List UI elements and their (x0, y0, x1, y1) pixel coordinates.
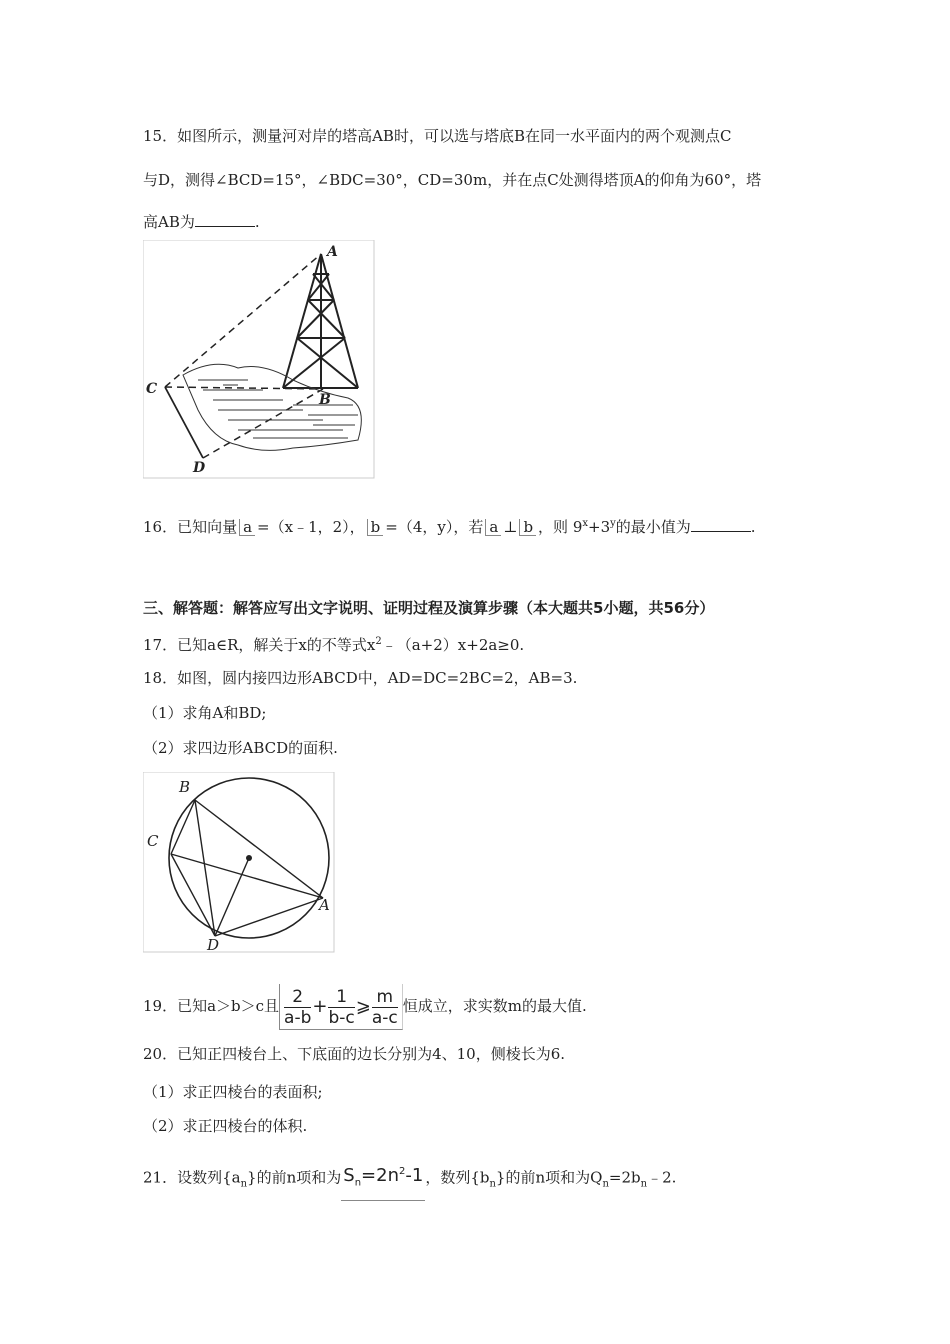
q15-line2: 与D，测得∠BCD=15°，∠BDC=30°，CD=30m，并在点C处测得塔顶A的仰角为60°，塔 (143, 171, 762, 189)
perp-symbol: ⊥ (503, 518, 518, 536)
answer-blank (195, 212, 255, 227)
vector-a: a (239, 519, 255, 536)
q21-sub-3: n (602, 1178, 609, 1190)
label-A: A (327, 244, 338, 260)
tower-figure (143, 240, 375, 480)
q20-part1: （1）求正四棱台的表面积; (143, 1083, 323, 1101)
q15-line1: 15．如图所示，测量河对岸的塔高AB时，可以选与塔底B在同一水平面内的两个观测点C (143, 127, 732, 145)
label-C: C (147, 832, 159, 850)
fraction-2-den: b-c (328, 1007, 355, 1028)
q19-line (143, 984, 587, 1030)
fraction-2 (328, 987, 354, 1028)
sn-exp: 2 (398, 1166, 406, 1177)
q18-part1: （1）求角A和BD; (143, 704, 267, 722)
q21-sub-2: n (489, 1178, 496, 1190)
q15-line3-suffix: . (254, 213, 260, 231)
river-hatching (183, 364, 361, 450)
q17-sup: 2 (375, 636, 382, 647)
q16-then: ，则 9 (538, 518, 583, 536)
tower-figure-frame (143, 240, 374, 478)
circle-figure-frame (143, 772, 334, 952)
q21-mid4: =2b (608, 1168, 641, 1187)
line-CD (165, 387, 203, 458)
section-heading: 三、解答题：解答应写出文字说明、证明过程及演算步骤（本大题共5小题，共56分） (143, 599, 715, 617)
fraction-1 (284, 987, 311, 1028)
q21-tail: ﹣2. (647, 1168, 677, 1187)
label-C: C (146, 381, 158, 397)
q17-text: 17．已知a∈R，解关于x的不等式x (143, 636, 376, 654)
sn-sub: n (354, 1177, 362, 1189)
fraction-2-num: 1 (328, 987, 354, 1008)
q19-formula (279, 984, 403, 1030)
exp-y: y (610, 518, 616, 529)
q16-line (143, 514, 756, 537)
q20-stem: 20．已知正四棱台上、下底面的边长分别为4、10，侧棱长为6. (143, 1045, 566, 1063)
q17-tail: ﹣（a+2）x+2a≥0. (381, 636, 525, 654)
sn-tail: -1 (405, 1165, 424, 1186)
circle-figure (143, 772, 335, 954)
q21-prefix: 21．设数列{a (143, 1168, 241, 1187)
perp-b: b (519, 519, 536, 536)
q18-part2: （2）求四边形ABCD的面积. (143, 739, 338, 757)
q21-sub-1: n (240, 1178, 248, 1190)
fraction-3-num: m (372, 987, 398, 1008)
q17-line (143, 632, 524, 655)
sn-eq: =2n (361, 1165, 399, 1186)
perp-a: a (485, 519, 501, 536)
label-A: A (319, 896, 330, 914)
fraction-1-num: 2 (284, 987, 311, 1008)
q16-plus: +3 (588, 518, 611, 536)
exp-x: x (582, 518, 588, 529)
q16-tail: 的最小值为 (615, 518, 691, 536)
q15-line3 (143, 212, 260, 232)
geq-sign: ⩾ (355, 996, 371, 1017)
q19-prefix: 19．已知a＞b＞c且 (143, 997, 280, 1015)
tower (283, 254, 358, 388)
q21-mid1: }的前n项和为 (247, 1168, 342, 1187)
q18-stem: 18．如图，圆内接四边形ABCD中，AD=DC=2BC=2，AB=3. (143, 669, 578, 687)
q16-b-value: =（4，y），若 (385, 518, 484, 536)
q16-a-value: =（x﹣1，2）， (257, 518, 365, 536)
label-B: B (179, 778, 191, 796)
q21-line (143, 1156, 676, 1201)
q15-line3-prefix: 高AB为 (143, 213, 195, 231)
sn-formula (341, 1156, 425, 1201)
plus-sign: + (312, 996, 328, 1017)
fraction-1-den: a-b (284, 1007, 312, 1028)
q21-sub-4: n (640, 1178, 648, 1190)
answer-blank (691, 517, 751, 532)
q19-suffix: 恒成立，求实数m的最大值. (402, 997, 587, 1015)
label-B: B (319, 392, 331, 408)
line-DB (203, 389, 323, 458)
vector-b: b (367, 519, 384, 536)
q16-prefix: 16．已知向量 (143, 518, 238, 536)
sn-S: S (343, 1165, 355, 1186)
label-D: D (193, 460, 206, 476)
label-D: D (207, 936, 220, 954)
fraction-3-den: a-c (371, 1007, 398, 1028)
center-point (246, 855, 252, 861)
q16-end: . (750, 518, 756, 536)
q21-mid2: ，数列{b (425, 1168, 490, 1187)
fraction-3 (372, 987, 398, 1028)
q21-mid3: }的前n项和为Q (495, 1168, 603, 1187)
q20-part2: （2）求正四棱台的体积. (143, 1117, 308, 1135)
